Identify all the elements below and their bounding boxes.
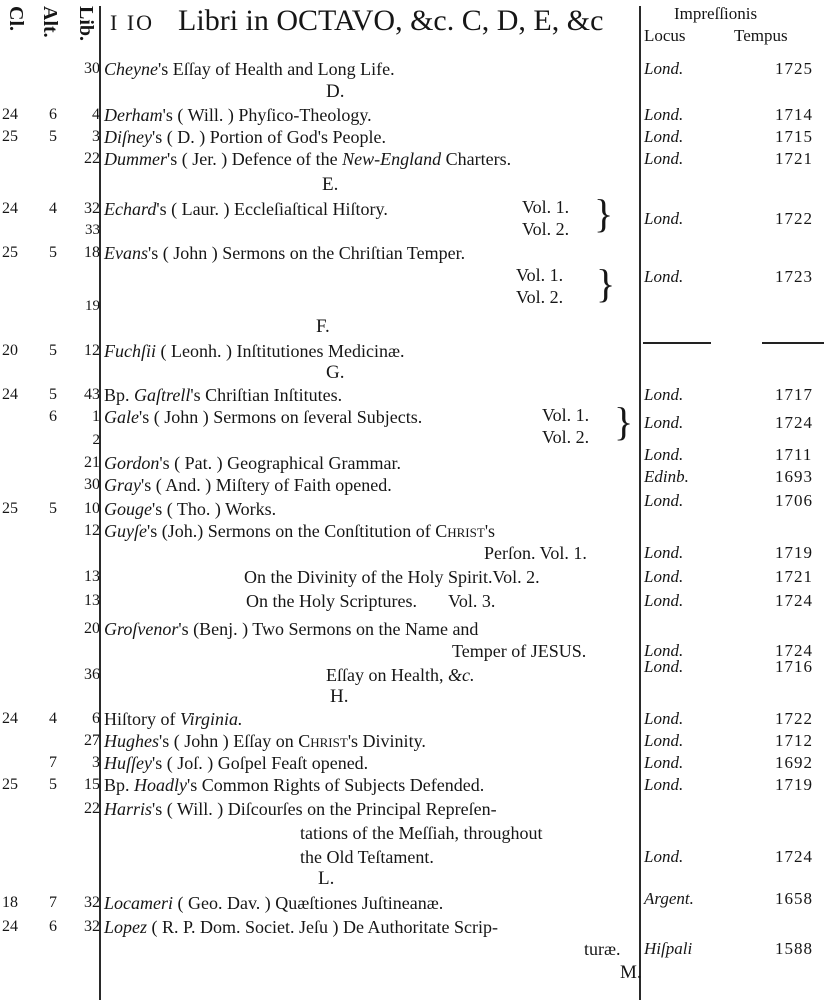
header-tempus: Tempus: [734, 26, 788, 45]
author-name: Hughes: [104, 731, 159, 751]
author-name: Diſney: [104, 127, 152, 147]
tempus: 1715: [775, 127, 813, 146]
author-name: Gale: [104, 407, 139, 427]
entry-text: 's ( John ) Sermons on the Chriſtian Temper.: [148, 243, 466, 263]
entry-title: [104, 730, 426, 752]
page-number: I IO: [110, 10, 155, 35]
lib-number: 19: [85, 298, 100, 314]
volume-label: Vol. 2.: [522, 219, 570, 239]
catalog-entry: [0, 445, 831, 474]
entry-text: 's Divinity.: [347, 731, 426, 751]
entry-continuation: the Old Teſtament.: [300, 847, 434, 867]
volume-label: Vol. 1.: [542, 405, 590, 425]
author-name: Dummer: [104, 149, 167, 169]
lib-number: 21: [84, 454, 100, 471]
entry-text: 's ( Will. ) Diſcourſes on the Principal Repreſen-: [152, 799, 497, 819]
locus: Lond.: [644, 209, 684, 228]
locus: Lond.: [644, 847, 684, 866]
locus: Lond.: [644, 709, 684, 728]
author-name: Gray: [104, 475, 141, 495]
entry-prefix: Hiſtory of: [104, 709, 180, 729]
cl-number: 25: [2, 128, 18, 145]
entry-text-smallcaps: Christ: [298, 731, 348, 751]
catalog-entry: [0, 708, 831, 730]
entry-title: [104, 708, 243, 730]
tempus: 1722: [775, 709, 813, 728]
lib-number: 32: [84, 894, 100, 911]
entry-prefix: Bp.: [104, 775, 135, 795]
lib-number: 36: [84, 666, 100, 683]
section-letter-f: F.: [316, 316, 330, 337]
alt-number: 6: [49, 408, 57, 425]
lib-number: 12: [84, 522, 100, 539]
catalog-entry: [0, 774, 831, 796]
brace-icon: }: [594, 191, 614, 236]
catalog-entry: [0, 520, 831, 542]
entry-text-italic: &c.: [447, 665, 475, 685]
tempus: 1722: [775, 209, 813, 228]
entry-title: [104, 340, 404, 362]
author-name: Gaſtrell: [134, 385, 191, 405]
locus: Lond.: [644, 267, 684, 286]
entry-text: 's ( Will. ) Phyſico-Theology.: [162, 105, 372, 125]
catalog-entry: [0, 566, 831, 588]
entry-title: [104, 452, 401, 474]
author-name: Huſſey: [104, 753, 152, 773]
volume-label: Vol. 1.: [516, 265, 564, 285]
entry-text: Charters.: [441, 149, 512, 169]
entry-title: [104, 916, 498, 938]
cl-number: 24: [2, 200, 18, 217]
cl-number: 24: [2, 918, 18, 935]
tempus: 1692: [775, 753, 813, 772]
entry-title: On the Divinity of the Holy Spirit.Vol. 2.: [244, 567, 540, 587]
entry-text: 's (Joh.) Sermons on the Conſtitution of: [146, 521, 436, 541]
alt-number: 7: [49, 754, 57, 771]
lib-number: 3: [92, 128, 100, 145]
catalog-entry: [0, 198, 831, 228]
entry-title: [104, 774, 484, 796]
alt-number: 5: [49, 244, 57, 261]
author-name: Evans: [104, 243, 148, 263]
entry-text: 's Common Rights of Subjects Defended.: [187, 775, 485, 795]
tempus: 1724: [775, 847, 813, 866]
entry-title: [104, 752, 368, 774]
locus: Lond.: [644, 731, 684, 750]
brace-icon: }: [614, 399, 634, 444]
author-name: Harris: [104, 799, 153, 819]
section-letter-g: G.: [326, 362, 345, 383]
catalog-entry: [0, 590, 831, 612]
catalog-entry: [0, 58, 831, 80]
entry-text: 's ( Pat. ) Geographical Grammar.: [159, 453, 402, 473]
page-title: Libri in OCTAVO, &c. C, D, E, &c: [178, 4, 604, 37]
alt-number: 6: [49, 106, 57, 123]
lib-number: 4: [92, 106, 100, 123]
locus: Lond.: [644, 413, 684, 432]
cl-number: 20: [2, 342, 18, 359]
catalog-entry-continuation: [0, 846, 831, 868]
empty-tempus-dash: [762, 342, 824, 344]
catalog-entry-continuation: [0, 640, 831, 662]
section-letter-l: L.: [318, 868, 335, 889]
entry-title: [104, 104, 372, 126]
entry-text: 's Eſſay of Health and Long Life.: [157, 59, 395, 79]
locus: Lond.: [644, 105, 684, 124]
entry-text: Eſſay on Health,: [326, 665, 448, 685]
lib-number: 33: [85, 222, 100, 238]
catalog-entry: [0, 889, 831, 914]
cl-number: 18: [2, 894, 18, 911]
entry-title: [104, 406, 422, 428]
tempus: 1706: [775, 491, 813, 510]
tempus: 1711: [775, 445, 813, 464]
alt-number: 6: [49, 918, 57, 935]
locus: Lond.: [644, 491, 684, 510]
catalog-entry: [0, 104, 831, 126]
entry-title: [104, 474, 392, 496]
entry-text: 's ( And. ) Miſtery of Faith opened.: [141, 475, 392, 495]
brace-icon: }: [596, 261, 616, 306]
tempus: 1714: [775, 105, 813, 124]
entry-title: [104, 148, 511, 170]
entry-title: [104, 242, 465, 264]
tempus: 1724: [775, 591, 813, 610]
entry-title: [104, 126, 386, 148]
locus: Argent.: [644, 889, 694, 908]
catalog-entry: [0, 657, 831, 686]
lib-number: 30: [84, 60, 100, 77]
catalog-entry-continuation: [0, 542, 831, 564]
locus: Lond.: [644, 591, 684, 610]
lib-number: 22: [84, 150, 100, 167]
volume-label: Vol. 1.: [522, 197, 570, 217]
entry-title: [326, 664, 474, 686]
entry-prefix: Bp.: [104, 385, 135, 405]
header-locus: Locus: [644, 26, 686, 45]
entry-text: 's ( John ) Sermons on ſeveral Subjects.: [139, 407, 423, 427]
cl-number: 25: [2, 776, 18, 793]
locus: Lond.: [644, 657, 684, 676]
tempus: 1724: [775, 641, 813, 660]
entry-text: 's ( D. ) Portion of God's People.: [151, 127, 386, 147]
locus: Edinb.: [644, 467, 689, 486]
author-name: Cheyne: [104, 59, 158, 79]
tempus: 1724: [775, 413, 813, 432]
locus: Lond.: [644, 385, 684, 404]
cl-number: 25: [2, 500, 18, 517]
entry-text: 's ( Jer. ) Defence of the: [167, 149, 343, 169]
entry-continuation: Temper of JESUS.: [452, 641, 587, 661]
locus: Lond.: [644, 127, 684, 146]
entry-text: 's Chriſtian Inſtitutes.: [190, 385, 343, 405]
catalog-entry: [0, 406, 831, 432]
cl-number: 24: [2, 386, 18, 403]
entry-text: 's ( Tho. ) Works.: [152, 499, 277, 519]
locus: Lond.: [644, 641, 684, 660]
tempus: 1721: [775, 149, 813, 168]
author-name: Gordon: [104, 453, 160, 473]
volume-label: Vol. 2.: [542, 427, 590, 447]
lib-number: 2: [92, 432, 100, 448]
locus: Hiſpali: [644, 939, 693, 958]
author-name: Lopez: [104, 917, 148, 937]
entry-title: [104, 892, 443, 914]
entry-title: On the Holy Scriptures. Vol. 3.: [246, 591, 496, 611]
alt-number: 5: [49, 776, 57, 793]
catalog-entry: [0, 730, 831, 752]
author-name: Derham: [104, 105, 163, 125]
entry-text: 's ( Joſ. ) Goſpel Feaſt opened.: [151, 753, 369, 773]
entry-title: [104, 798, 497, 820]
locus: Lond.: [644, 567, 684, 586]
tempus: 1588: [775, 939, 813, 958]
locus: Lond.: [644, 753, 684, 772]
entry-title: [104, 498, 276, 520]
author-name: Echard: [104, 199, 157, 219]
tempus: 1716: [775, 657, 813, 676]
tempus: 1719: [775, 543, 813, 562]
author-name: Fuchſii: [104, 341, 156, 361]
lib-number: 13: [84, 568, 100, 585]
locus: Lond.: [644, 445, 684, 464]
entry-text-italic: New-England: [342, 149, 442, 169]
header-impressionis: Impreſſionis: [674, 4, 758, 23]
entry-continuation: tations of the Meſſiah, throughout: [300, 823, 543, 843]
entry-title: [104, 384, 342, 406]
lib-number: 1: [92, 408, 100, 425]
catalog-entry: [0, 467, 831, 496]
lib-number: 30: [84, 476, 100, 493]
alt-number: 4: [49, 200, 57, 217]
entry-text: ( Leonh. ) Inſtitutiones Medicinæ.: [156, 341, 405, 361]
column-header-lib: Lib.: [75, 6, 97, 42]
catalog-entry: [0, 126, 831, 148]
lib-number: 22: [84, 800, 100, 817]
tempus: 1658: [775, 889, 813, 908]
cl-number: 24: [2, 106, 18, 123]
entry-title: [104, 618, 478, 640]
catalog-entry: [0, 798, 831, 820]
lib-number: 43: [84, 386, 100, 403]
page-header: [110, 4, 640, 38]
catalog-entry: [0, 491, 831, 520]
volume-label: Vol. 2.: [516, 287, 564, 307]
alt-number: 5: [49, 128, 57, 145]
section-letter-e: E.: [322, 174, 339, 195]
lib-number: 18: [84, 244, 100, 261]
locus: Lond.: [644, 149, 684, 168]
alt-number: 5: [49, 342, 57, 359]
locus: Lond.: [644, 59, 684, 78]
entry-text: 's (Benj. ) Two Sermons on the Name and: [178, 619, 479, 639]
column-header-alt: Alt.: [39, 6, 61, 38]
tempus: 1725: [775, 59, 813, 78]
entry-text-smallcaps: Christ: [435, 521, 485, 541]
lib-number: 32: [84, 200, 100, 217]
catalog-entry: [0, 618, 831, 640]
lib-number: 13: [84, 592, 100, 609]
lib-number: 20: [84, 620, 100, 637]
entry-text: ( Geo. Dav. ) Quæſtiones Juſtineanæ.: [173, 893, 444, 913]
locus: Lond.: [644, 543, 684, 562]
cl-number: 25: [2, 244, 18, 261]
catalog-entry: [0, 384, 831, 406]
author-name: Guyſe: [104, 521, 147, 541]
author-name: Groſvenor: [104, 619, 179, 639]
author-name: Hoadly: [134, 775, 188, 795]
section-letter-d: D.: [326, 81, 345, 102]
alt-number: 4: [49, 710, 57, 727]
entry-text: ( R. P. Dom. Societ. Jeſu ) De Authoritate Scrip-: [147, 917, 498, 937]
cl-number: 24: [2, 710, 18, 727]
entry-continuation: turæ.: [584, 939, 621, 959]
lib-number: 3: [92, 754, 100, 771]
entry-text: 's ( Laur. ) Eccleſiaſtical Hiſtory.: [156, 199, 388, 219]
entry-title: [104, 198, 388, 220]
tempus: 1721: [775, 567, 813, 586]
lib-number: 6: [92, 710, 100, 727]
lib-number: 27: [84, 732, 100, 749]
entry-text: 's ( John ) Eſſay on: [159, 731, 299, 751]
catalog-entry: [0, 148, 831, 170]
lib-number: 10: [84, 500, 100, 517]
catalog-entry: [0, 752, 831, 774]
alt-number: 7: [49, 894, 57, 911]
lib-number: 32: [84, 918, 100, 935]
author-name: Locameri: [104, 893, 173, 913]
lib-number: 12: [84, 342, 100, 359]
locus: Lond.: [644, 775, 684, 794]
author-name: Virginia.: [180, 709, 243, 729]
empty-locus-dash: [643, 342, 711, 344]
entry-text: 's: [484, 521, 496, 541]
entry-title: [104, 520, 495, 542]
section-letter-h: H.: [330, 686, 349, 707]
column-header-cl: Cl.: [5, 6, 27, 31]
tempus: 1717: [775, 385, 813, 404]
alt-number: 5: [49, 500, 57, 517]
lib-number: 15: [84, 776, 100, 793]
tempus: 1723: [775, 267, 813, 286]
tempus: 1693: [775, 467, 813, 486]
alt-number: 5: [49, 386, 57, 403]
tempus: 1719: [775, 775, 813, 794]
author-name: Gouge: [104, 499, 152, 519]
entry-continuation: Perſon. Vol. 1.: [484, 543, 587, 563]
entry-title: [104, 58, 395, 80]
catchword-m: M.: [620, 962, 642, 983]
tempus: 1712: [775, 731, 813, 750]
